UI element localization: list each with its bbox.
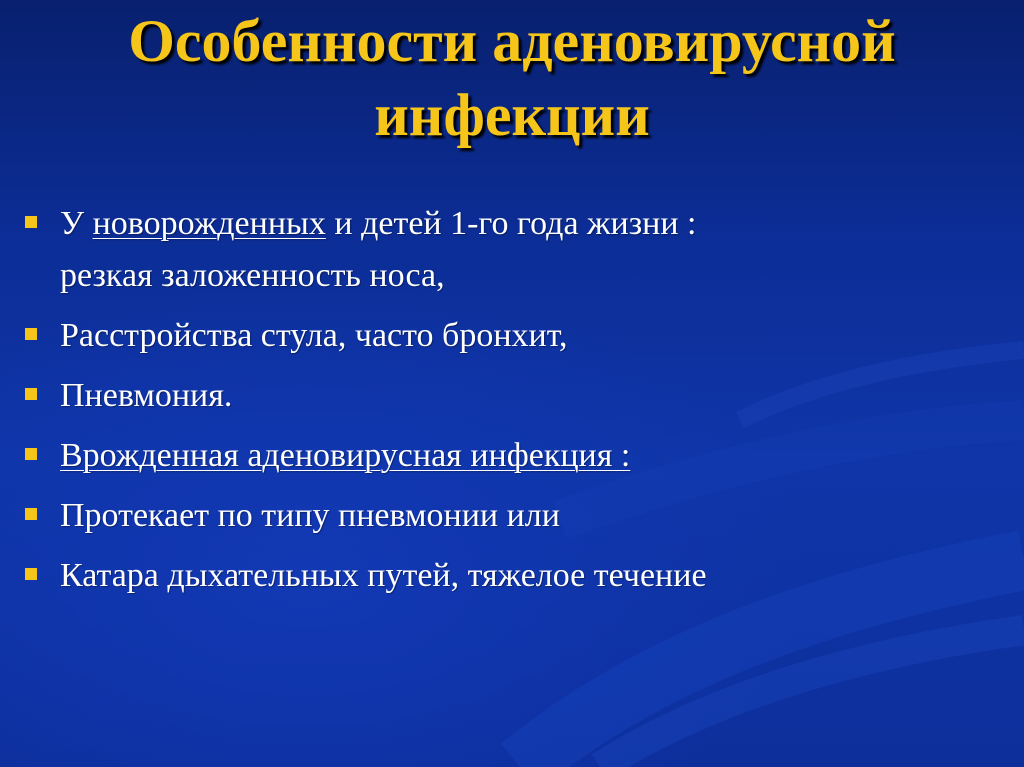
bullet-text-suffix: и детей 1-го года жизни : xyxy=(325,205,697,242)
slide-title xyxy=(0,0,1024,172)
square-bullet-icon xyxy=(25,448,37,460)
bullet-text: Пневмония. xyxy=(60,377,233,414)
square-bullet-icon xyxy=(25,508,37,520)
bullet-text-underlined: новорожденных xyxy=(92,205,326,242)
bullet-text: Расстройства стула, часто бронхит, xyxy=(60,317,568,354)
bullet-text: Протекает по типу пневмонии или xyxy=(60,497,560,534)
bullet-item xyxy=(0,370,1024,422)
square-bullet-icon xyxy=(25,216,37,228)
title-line-2: инфекции xyxy=(374,82,650,148)
bullet-item xyxy=(0,198,1024,302)
bullet-text-underlined: Врожденная аденовирусная инфекция : xyxy=(60,437,631,474)
bullet-item xyxy=(0,550,1024,602)
bullet-text-line2: резкая заложенность носа, xyxy=(60,257,445,294)
bullet-item xyxy=(0,310,1024,362)
bullet-item xyxy=(0,490,1024,542)
square-bullet-icon xyxy=(25,328,37,340)
bullet-text: Катара дыхательных путей, тяжелое течение xyxy=(60,557,707,594)
bullet-text-prefix: У xyxy=(60,205,93,242)
title-line-1: Особенности аденовирусной xyxy=(128,8,896,74)
bullet-list xyxy=(0,198,1024,610)
square-bullet-icon xyxy=(25,388,37,400)
square-bullet-icon xyxy=(25,568,37,580)
bullet-item xyxy=(0,430,1024,482)
